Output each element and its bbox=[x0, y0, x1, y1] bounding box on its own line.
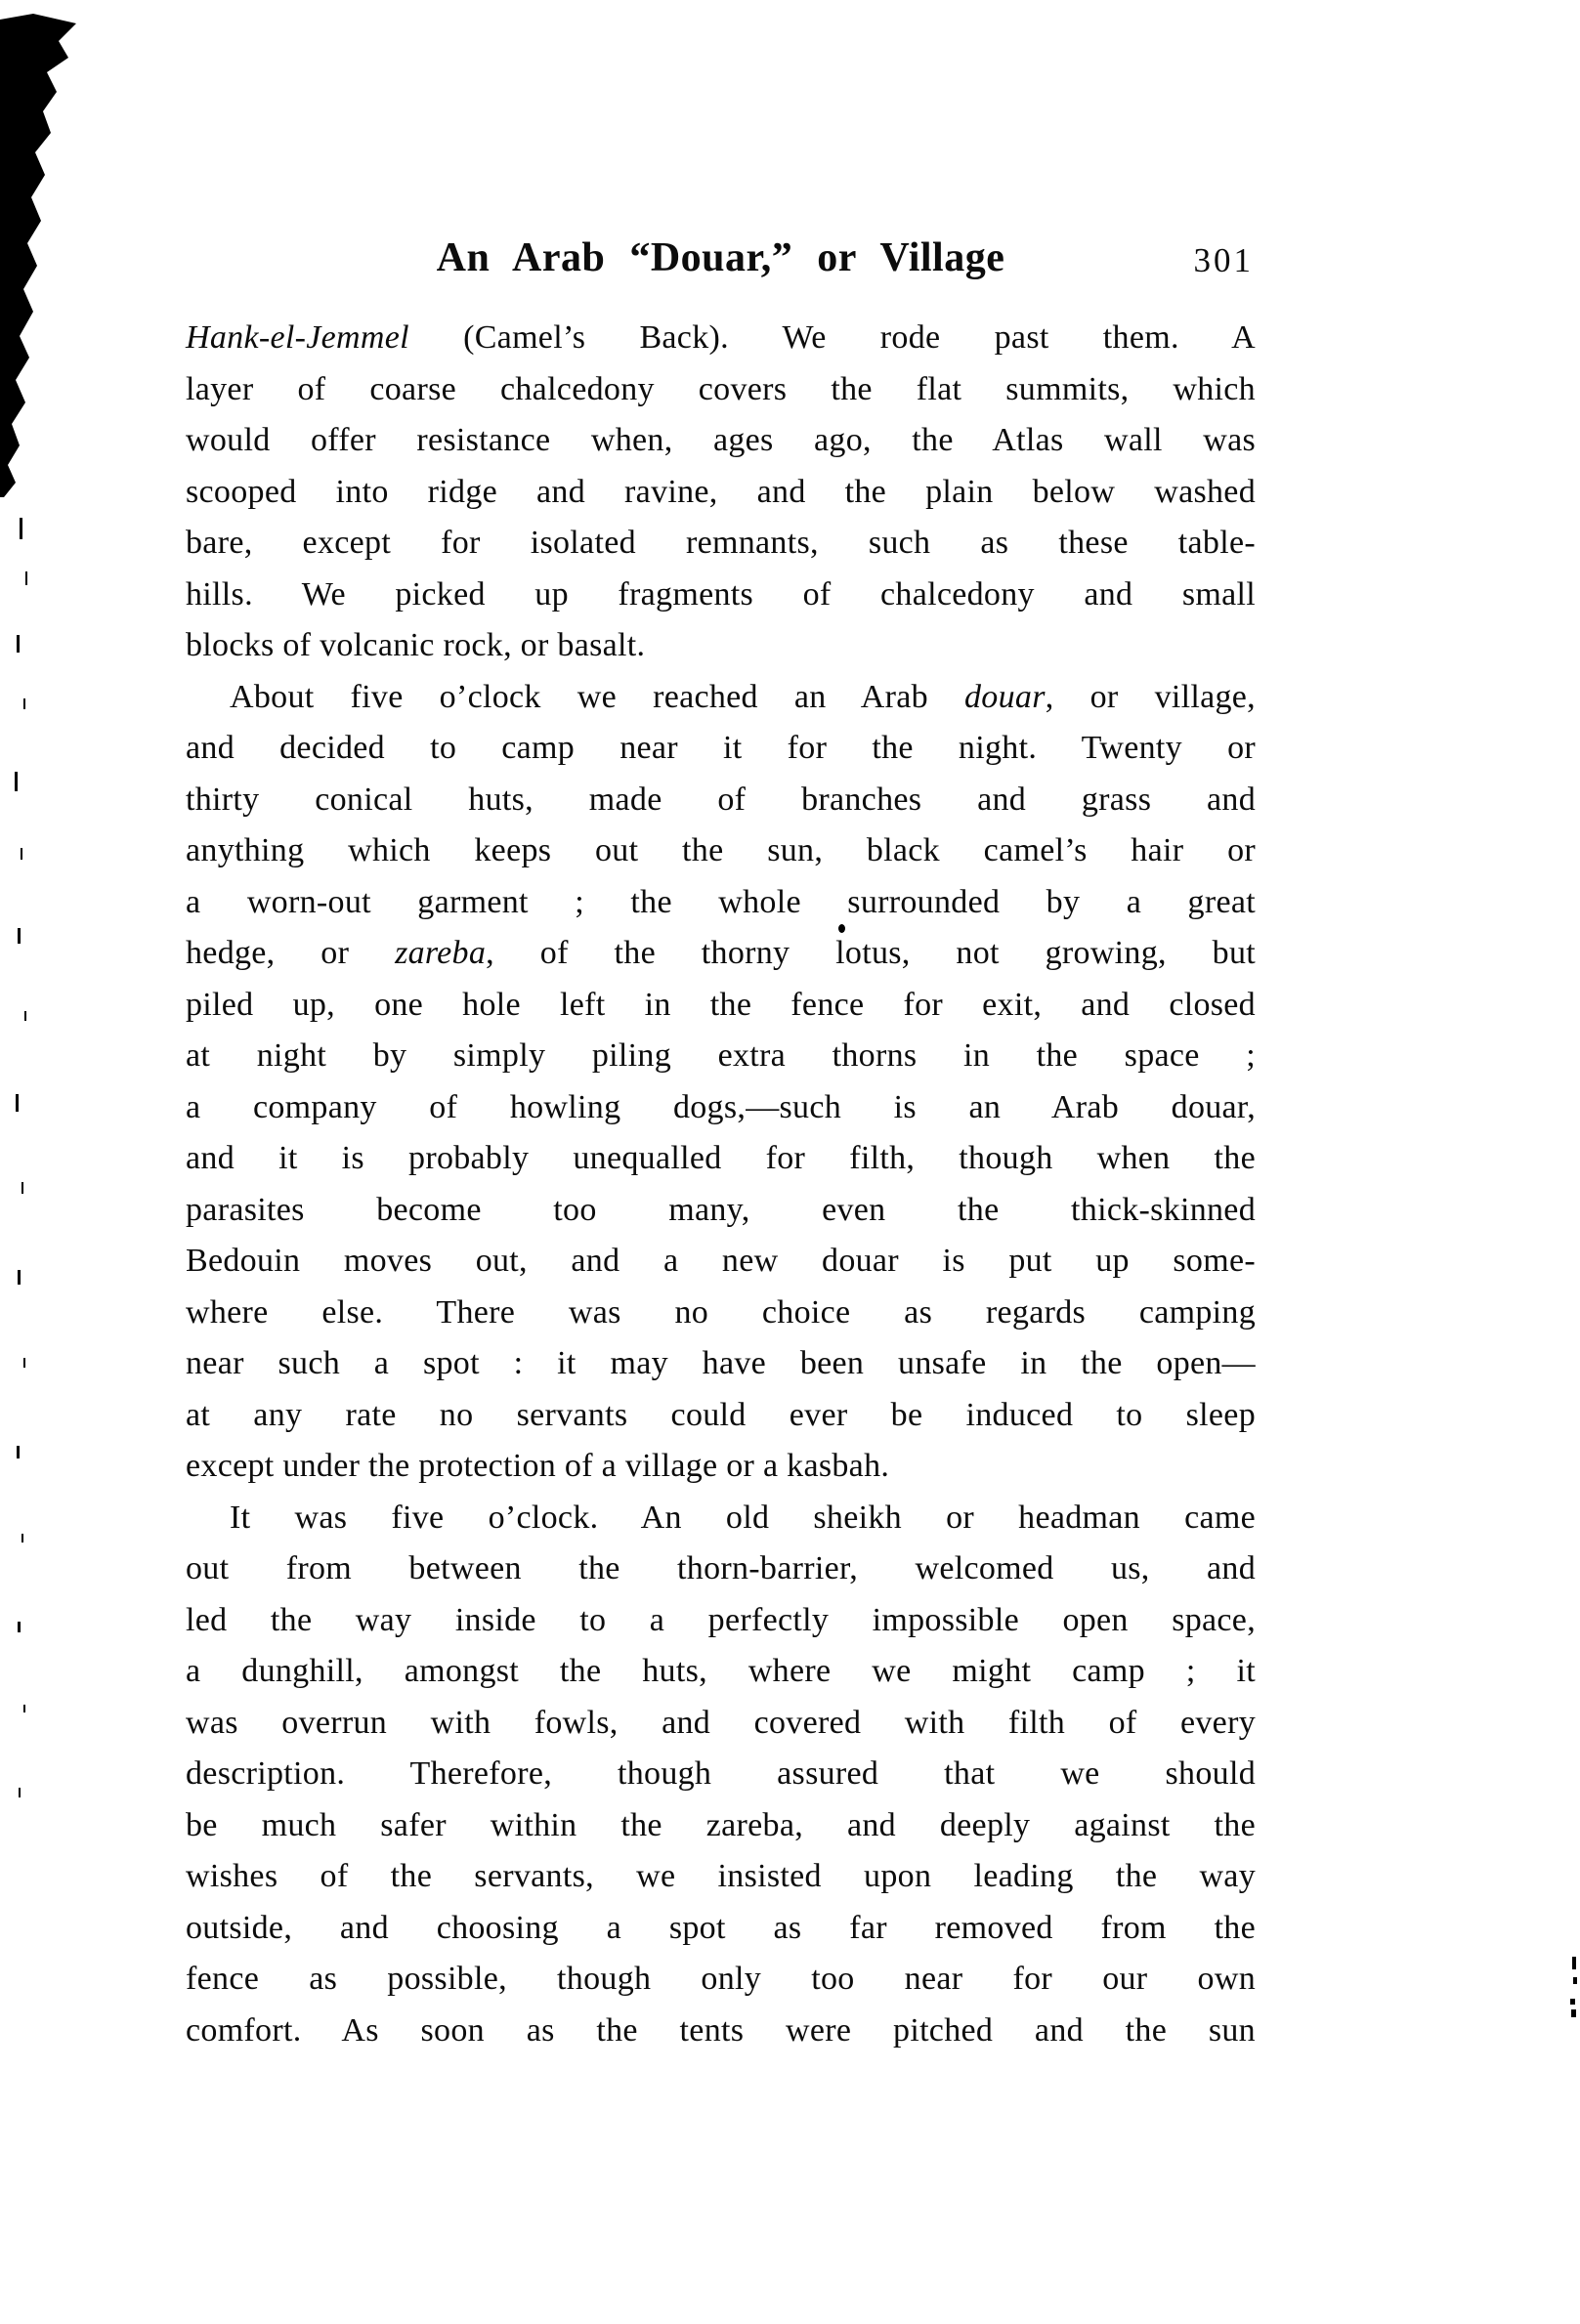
text-segment: be much safer within the zareba, and deeply against the bbox=[186, 1806, 1256, 1843]
text-line bbox=[186, 518, 1256, 570]
text-segment: About five o’clock we reached an Arab bbox=[230, 678, 964, 715]
text-segment: and decided to camp near it for the night. Twenty or bbox=[186, 730, 1256, 766]
text-segment: a worn-out garment ; the whole surrounded by a great bbox=[186, 883, 1256, 920]
scan-speck bbox=[15, 772, 18, 791]
scan-speck bbox=[18, 1270, 21, 1285]
scan-speck bbox=[1570, 1999, 1575, 2005]
text-segment: where else. There was no choice as regards camping bbox=[186, 1293, 1256, 1331]
text-segment: at any rate no servants could ever be induced to sleep bbox=[186, 1396, 1256, 1433]
text-line bbox=[186, 415, 1256, 467]
text-line bbox=[186, 980, 1256, 1032]
text-segment: anything which keeps out the sun, black camel’s hair or bbox=[186, 832, 1256, 868]
scan-speck bbox=[21, 1182, 23, 1194]
italic-text: zareba bbox=[395, 935, 487, 971]
text-segment: led the way inside to a perfectly impossible open space, bbox=[186, 1601, 1256, 1638]
text-line bbox=[186, 2006, 1256, 2057]
text-segment: layer of coarse chalcedony covers the flat summits, which bbox=[186, 370, 1256, 407]
text-segment: It was five o’clock. An old sheikh or headman came bbox=[230, 1499, 1256, 1536]
text-line bbox=[186, 928, 1256, 980]
text-line bbox=[186, 1133, 1256, 1185]
text-line bbox=[186, 877, 1256, 929]
text-line bbox=[186, 1903, 1256, 1955]
text-line bbox=[186, 1646, 1256, 1698]
text-segment: piled up, one hole left in the fence for exit, and closed bbox=[186, 986, 1256, 1023]
text-segment: was overrun with fowls, and covered with filth of every bbox=[186, 1704, 1256, 1741]
italic-text: douar bbox=[964, 678, 1046, 715]
text-segment: wishes of the servants, we insisted upon leading the way bbox=[186, 1858, 1256, 1894]
text-segment: out from between the thorn-barrier, welcomed us, and bbox=[186, 1550, 1256, 1586]
text-line bbox=[186, 1031, 1256, 1082]
text-segment: near such a spot : it may have been unsafe in the open— bbox=[186, 1345, 1256, 1381]
text-line bbox=[186, 364, 1256, 416]
text-line bbox=[186, 1749, 1256, 1800]
scan-speck bbox=[20, 518, 22, 539]
text-segment: Bedouin moves out, and a new douar is put up some- bbox=[186, 1243, 1256, 1279]
body-text bbox=[186, 313, 1256, 2056]
text-line bbox=[186, 1851, 1256, 1903]
scan-gutter-artifact bbox=[0, 14, 88, 502]
scan-speck bbox=[25, 571, 27, 585]
scan-speck bbox=[19, 1788, 21, 1797]
text-segment: blocks of volcanic rock, or basalt. bbox=[186, 627, 646, 663]
text-segment: , of the thorny lotus, not growing, but bbox=[486, 935, 1256, 971]
scan-speck bbox=[21, 848, 22, 860]
text-segment: parasites become too many, even the thick-skinned bbox=[186, 1191, 1256, 1228]
text-segment: hedge, or bbox=[186, 935, 396, 971]
scan-speck bbox=[21, 1534, 23, 1542]
text-line bbox=[186, 1954, 1256, 2006]
text-segment: comfort. As soon as the tents were pitched and the sun bbox=[186, 2011, 1256, 2049]
text-line bbox=[186, 723, 1256, 775]
italic-text: Hank-el-Jemmel bbox=[186, 319, 409, 356]
text-segment: , or village, bbox=[1045, 678, 1256, 715]
text-line bbox=[186, 1082, 1256, 1134]
scan-speck bbox=[1571, 2009, 1576, 2017]
text-segment: scooped into ridge and ravine, and the plain below washed bbox=[186, 473, 1256, 510]
text-line bbox=[186, 1800, 1256, 1852]
text-segment: bare, except for isolated remnants, such as these table- bbox=[186, 525, 1256, 561]
scan-speck bbox=[16, 1094, 19, 1112]
text-line bbox=[186, 1236, 1256, 1288]
text-line bbox=[186, 467, 1256, 519]
scan-speck bbox=[24, 1011, 26, 1021]
text-line bbox=[186, 825, 1256, 877]
scan-speck bbox=[1572, 1957, 1576, 1969]
text-segment: except under the protection of a village or a kasbah. bbox=[186, 1448, 890, 1484]
scan-speck bbox=[18, 928, 21, 944]
text-segment: fence as possible, though only too near for our own bbox=[186, 1961, 1256, 1997]
text-segment: at night by simply piling extra thorns in the space ; bbox=[186, 1037, 1256, 1074]
running-head bbox=[186, 234, 1256, 291]
scan-speck bbox=[23, 698, 25, 709]
text-segment: a dunghill, amongst the huts, where we might camp ; it bbox=[186, 1653, 1256, 1689]
text-line bbox=[186, 313, 1256, 364]
text-segment: description. Therefore, though assured that we should bbox=[186, 1755, 1256, 1792]
scan-speck bbox=[18, 1622, 21, 1632]
text-line bbox=[186, 775, 1256, 826]
scan-speck bbox=[23, 1358, 25, 1368]
text-line bbox=[186, 1493, 1256, 1544]
scan-speck bbox=[17, 635, 20, 653]
text-segment: (Camel’s Back). We rode past them. A bbox=[408, 319, 1256, 356]
text-segment: a company of howling dogs,—such is an Arab douar, bbox=[186, 1088, 1256, 1125]
scan-speck bbox=[17, 1446, 20, 1458]
text-line bbox=[186, 1595, 1256, 1647]
text-line bbox=[186, 1185, 1256, 1237]
text-segment: would offer resistance when, ages ago, the Atlas wall was bbox=[186, 422, 1256, 458]
text-line bbox=[186, 1288, 1256, 1339]
text-line bbox=[186, 620, 1256, 672]
text-line bbox=[186, 1390, 1256, 1442]
text-line bbox=[186, 570, 1256, 621]
text-line bbox=[186, 1543, 1256, 1595]
page-number: 301 bbox=[1193, 241, 1254, 279]
scan-speck bbox=[23, 1705, 25, 1712]
chapter-title: An Arab “Douar,” or Village bbox=[436, 235, 1005, 280]
text-line bbox=[186, 1698, 1256, 1750]
text-segment: hills. We picked up fragments of chalcedony and small bbox=[186, 575, 1256, 613]
scan-speck bbox=[1573, 1977, 1577, 1984]
text-segment: outside, and choosing a spot as far removed from the bbox=[186, 1909, 1256, 1946]
text-line bbox=[186, 1338, 1256, 1390]
text-line bbox=[186, 1441, 1256, 1493]
text-line bbox=[186, 672, 1256, 724]
text-segment: and it is probably unequalled for filth, though when the bbox=[186, 1140, 1256, 1176]
text-segment: thirty conical huts, made of branches and grass and bbox=[186, 781, 1256, 818]
